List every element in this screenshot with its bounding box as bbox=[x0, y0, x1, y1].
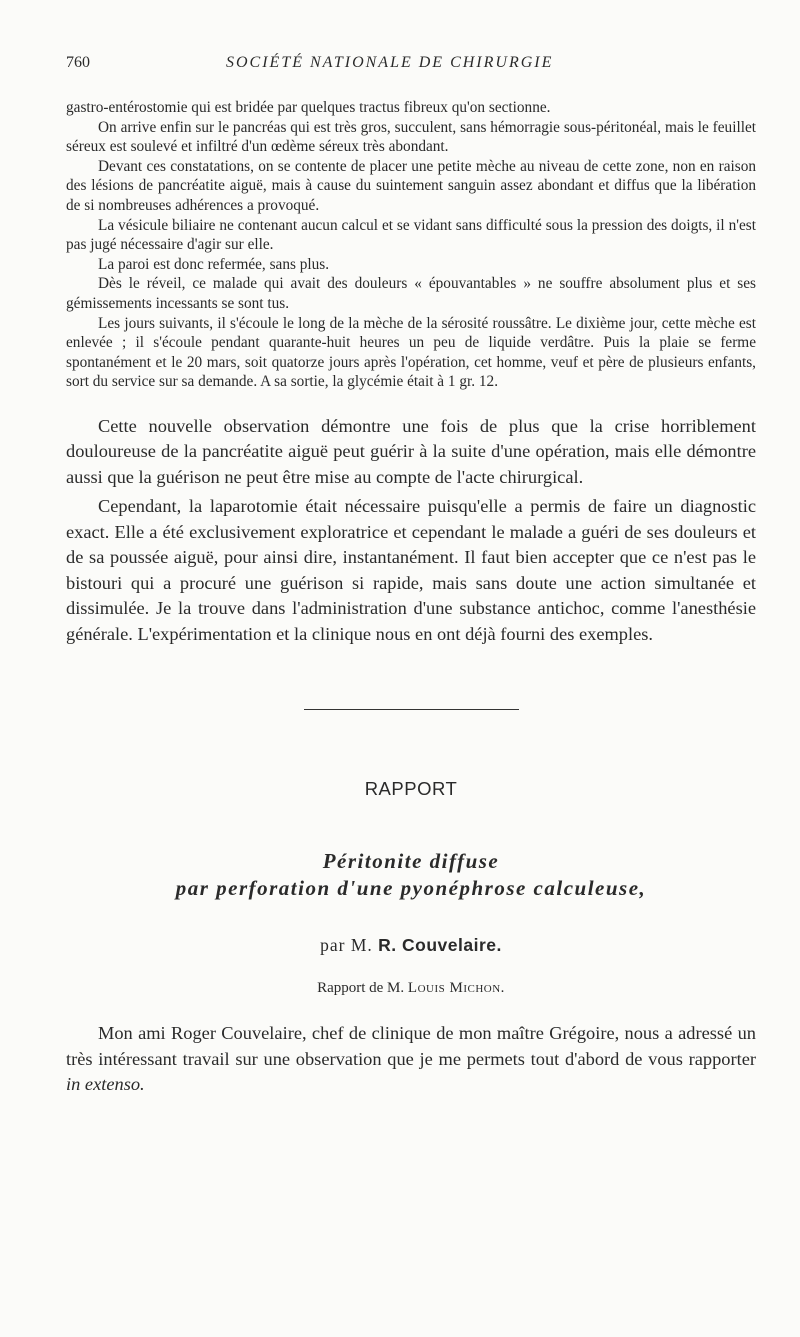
observation-paragraph: gastro-entérostomie qui est bridée par quelques tractus fibreux qu'on sectionne. bbox=[66, 99, 551, 116]
observation-text bbox=[66, 98, 756, 392]
author-name: R. Couvelaire. bbox=[378, 935, 502, 956]
observation-paragraph: La paroi est donc refermée, sans plus. bbox=[98, 255, 330, 273]
commentary-text bbox=[66, 414, 756, 648]
reporter-line bbox=[66, 980, 756, 997]
byline bbox=[66, 935, 756, 956]
observation-paragraph: La vésicule biliaire ne contenant aucun calcul et se vidant sans difficulté sous la pression des doigts, il n'est pas jugé nécessaire d'agir sur elle. bbox=[66, 216, 756, 254]
running-head bbox=[66, 54, 756, 76]
commentary-paragraph: Cependant, la laparotomie était nécessaire puisqu'elle a permis de faire un diagnostic exact. Elle a été exclusivement exploratrice et cependant le malade a guéri de ses douleurs et de sa poussée aiguë, pour ainsi dire, instantanément. Il faut bien accepter que ce n'est pas le bistouri qui a procuré une guérison si rapide, mais sans doute une action simultanée et dissimulée. Je la trouve dans l'administration d'une substance antichoc, comme l'anesthésie générale. L'expérimentation et la clinique nous en ont déjà fourni des exemples. bbox=[66, 496, 756, 644]
rapport-intro-italic: in extenso. bbox=[66, 1074, 145, 1095]
article-title bbox=[66, 848, 756, 902]
article-title-line: Péritonite diffuse bbox=[322, 849, 500, 874]
rapport-intro bbox=[66, 1021, 756, 1098]
reporter-name: Louis Michon. bbox=[407, 980, 505, 997]
commentary-paragraph: Cette nouvelle observation démontre une fois de plus que la crise horriblement douloureuse de la pancréatite aiguë peut guérir à la suite d'une opération, mais elle démontre aussi que la guérison ne peut être mise au compte de l'acte chirurgical. bbox=[66, 415, 756, 487]
article-title-line: par perforation d'une pyonéphrose calculeuse, bbox=[175, 876, 647, 901]
observation-paragraph: Devant ces constatations, on se contente de placer une petite mèche au niveau de cette zone, non en raison des lésions de pancréatite aiguë, mais à cause du suintement sanguin assez abondant et diffus que la libération de si nombreuses adhérences a provoqué. bbox=[66, 157, 756, 214]
observation-paragraph: Les jours suivants, il s'écoule le long de la mèche de la sérosité roussâtre. Le dixième jour, cette mèche est enlevée ; il s'écoule pendant quarante-huit heures un peu de liquide verdâtre. Puis la plaie se ferme spontanément et le 20 mars, soit quatorze jours après l'opération, cet homme, veuf et père de plusieurs enfants, sort du service sur sa demande. A sa sortie, la glycémie était à 1 gr. 12. bbox=[66, 314, 756, 391]
rapport-intro-text: Mon ami Roger Couvelaire, chef de clinique de mon maître Grégoire, nous a adressé un très intéressant travail sur une observation que je me permets tout d'abord de vous rapporter bbox=[66, 1023, 756, 1069]
rapport-heading: RAPPORT bbox=[364, 778, 458, 800]
observation-paragraph: On arrive enfin sur le pancréas qui est très gros, succulent, sans hémorragie sous-péritonéal, mais le feuillet séreux est soulevé et infiltré d'un œdème séreux très abondant. bbox=[66, 118, 756, 156]
journal-title: SOCIÉTÉ NATIONALE DE CHIRURGIE bbox=[226, 54, 554, 71]
reporter-prefix: Rapport de M. bbox=[317, 980, 405, 997]
section-divider bbox=[304, 709, 519, 710]
observation-paragraph: Dès le réveil, ce malade qui avait des douleurs « épouvantables » ne souffre absolument plus et ses gémissements incessants se sont tus. bbox=[66, 275, 756, 312]
rapport-intro-paragraph bbox=[66, 1021, 756, 1098]
page-number: 760 bbox=[66, 54, 90, 71]
byline-prefix: par M. bbox=[320, 935, 373, 956]
document-page bbox=[66, 54, 756, 1098]
